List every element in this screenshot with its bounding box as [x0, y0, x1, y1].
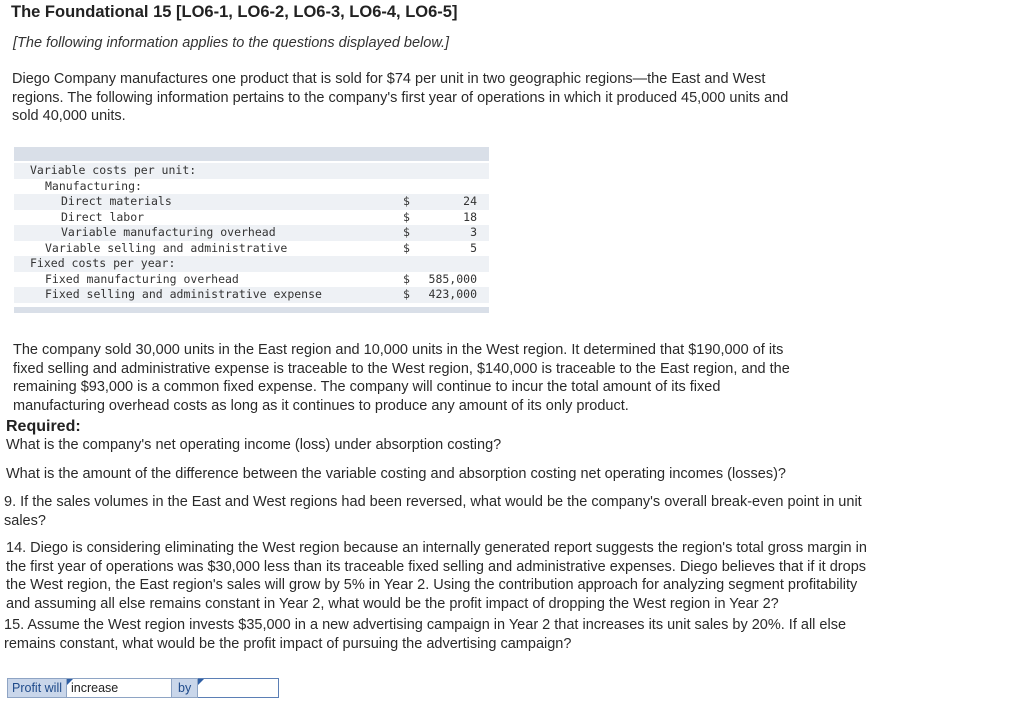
problem-title: The Foundational 15 [LO6-1, LO6-2, LO6-3, LO6-4, LO6-5]: [11, 3, 458, 21]
cost-table: [14, 147, 489, 313]
by-label: by: [172, 678, 198, 698]
row-value: 423,000: [428, 287, 477, 301]
row-currency: $: [403, 194, 410, 208]
table-row: [14, 225, 489, 241]
table-row: [14, 210, 489, 226]
profit-direction-select[interactable]: [67, 678, 172, 698]
required-heading: Required:: [6, 418, 81, 435]
table-row: [14, 256, 489, 272]
row-label: Fixed selling and administrative expense: [45, 287, 322, 301]
details-line: manufacturing overhead costs as long as it continues to produce any amount of its only product.: [13, 397, 629, 414]
details-line: fixed selling and administrative expense is traceable to the West region, $140,000 is traceable to the East region, and the: [13, 360, 790, 377]
profit-amount-input[interactable]: [198, 678, 279, 698]
question-line: the West region, the East region's sales will grow by 5% in Year 2. Using the contribution approach for analyzing segment profitability: [6, 577, 858, 593]
intro-line: regions. The following information pertains to the company's first year of operations in which it produced 45,000 units and: [12, 89, 789, 106]
row-currency: $: [403, 240, 410, 255]
row-currency: $: [403, 225, 410, 239]
row-currency: $: [403, 287, 410, 301]
question-line: the first year of operations was $30,000 less than its traceable fixed selling and administrative expenses. Diego believes that if it drops: [6, 558, 867, 575]
question-9: [4, 493, 994, 530]
row-label: Direct labor: [61, 209, 145, 224]
row-currency: $: [403, 209, 410, 224]
input-marker-icon: [198, 679, 204, 685]
row-value: 24: [463, 194, 477, 208]
question-14: [6, 539, 996, 613]
row-label: Fixed manufacturing overhead: [45, 271, 239, 286]
question-line: sales?: [4, 512, 46, 529]
row-label: Direct materials: [61, 194, 172, 208]
question-line: remains constant, what would be the profit impact of pursuing the advertising campaign?: [4, 635, 572, 652]
question-line: and assuming all else remains constant in Year 2, what would be the profit impact of dropping the West region in Year 2?: [6, 595, 779, 612]
details-paragraph: [13, 341, 913, 415]
table-row: [14, 241, 489, 257]
row-label: Manufacturing:: [45, 178, 142, 193]
details-line: remaining $93,000 is a common fixed expense. The company will continue to incur the total amount of its fixed: [13, 379, 721, 395]
answer-row: [7, 678, 279, 698]
problem-subtitle: [The following information applies to the questions displayed below.]: [13, 35, 450, 51]
profit-direction-value: increase: [71, 681, 119, 695]
question-line: 9. If the sales volumes in the East and West regions had been reversed, what would be the company's overall break-even point in unit: [4, 494, 862, 510]
question-absorption: What is the company's net operating income (loss) under absorption costing?: [6, 437, 502, 453]
dropdown-marker-icon: [67, 679, 73, 685]
row-currency: $: [403, 271, 410, 286]
table-footer-band: [14, 307, 489, 313]
row-value: 18: [463, 209, 477, 224]
question-15: [4, 616, 994, 653]
intro-paragraph: [12, 70, 912, 126]
intro-line: Diego Company manufactures one product that is sold for $74 per unit in two geographic regions—the East and West: [12, 71, 766, 87]
row-label: Variable manufacturing overhead: [61, 225, 276, 239]
question-line: 14. Diego is considering eliminating the West region because an internally generated report suggests the region's total gross margin in: [6, 540, 867, 556]
intro-line: sold 40,000 units.: [12, 108, 126, 124]
row-value: 585,000: [428, 271, 477, 286]
table-header-band: [14, 147, 489, 161]
details-line: The company sold 30,000 units in the East region and 10,000 units in the West region. It determined that $190,000 of its: [13, 342, 784, 358]
question-difference: What is the amount of the difference between the variable costing and absorption costing net operating incomes (losses)?: [6, 466, 786, 482]
table-row: [14, 194, 489, 210]
row-label: Variable selling and administrative: [45, 240, 288, 255]
question-line: 15. Assume the West region invests $35,000 in a new advertising campaign in Year 2 that increases its unit sales by 20%. If all else: [4, 617, 847, 633]
table-row: [14, 179, 489, 195]
table-row: [14, 163, 489, 179]
profit-will-label: Profit will: [7, 678, 67, 698]
row-label: Variable costs per unit:: [30, 163, 197, 177]
row-label: Fixed costs per year:: [30, 256, 176, 270]
row-value: 5: [470, 240, 477, 255]
table-row: [14, 287, 489, 303]
row-value: 3: [470, 225, 477, 239]
table-row: [14, 272, 489, 288]
